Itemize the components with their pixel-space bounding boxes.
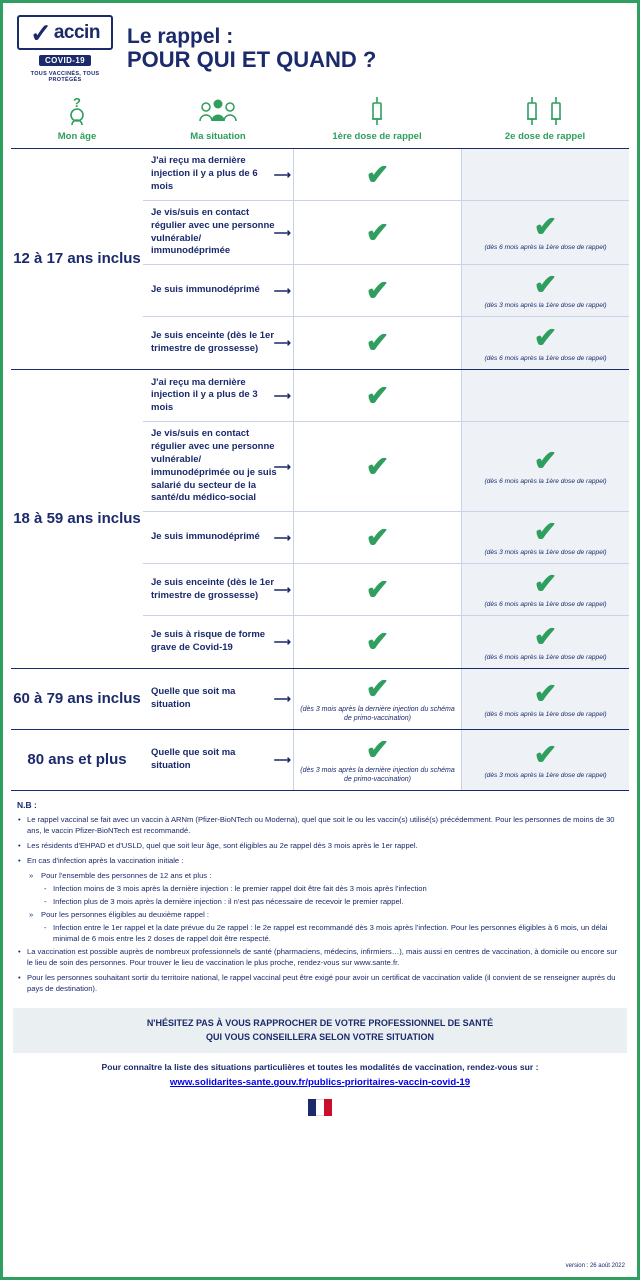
arrow-right-icon: ⟶ <box>273 530 291 545</box>
column-header-dose2-label: 2e dose de rappel <box>504 131 586 142</box>
situation-text: J'ai reçu ma dernière injection il y a plus de 3 mois <box>151 376 258 414</box>
check-icon: ✔ <box>365 216 390 248</box>
note-item: » Pour l'ensemble des personnes de 12 ans et plus : <box>29 870 623 881</box>
info-url-link[interactable]: www.solidarites-sante.gouv.fr/publics-prioritaires-vaccin-covid-19 <box>169 1077 471 1089</box>
age-group <box>11 669 629 730</box>
check-icon: ✔ <box>533 269 558 301</box>
dose2-cell <box>461 616 629 668</box>
check-icon: ✔ <box>533 677 558 709</box>
column-headers <box>3 89 637 148</box>
table-row <box>143 730 629 790</box>
dose1-cell <box>293 317 461 369</box>
vaccin-covid-logo <box>17 15 113 83</box>
situation-text: Quelle que soit ma situation <box>151 686 236 711</box>
check-logo-icon: ✓ <box>30 18 52 48</box>
check-icon: ✔ <box>533 516 558 547</box>
age-group-rows <box>143 149 629 369</box>
situation-cell <box>143 564 293 615</box>
dose2-cell <box>461 512 629 563</box>
note-item: • Pour les personnes souhaitant sortir du territoire national, le rappel vaccinal peut être exigé pour avoir un certificat de vaccination valide (il convient de se renseigner auprès du pays de destination). <box>17 972 623 994</box>
dose1-cell <box>293 265 461 316</box>
logo-covid-badge: COVID-19 <box>39 55 91 66</box>
check-icon: ✔ <box>533 211 558 242</box>
check-icon: ✔ <box>365 450 390 482</box>
table-row <box>143 317 629 369</box>
situation-cell <box>143 512 293 563</box>
table-row <box>143 370 629 422</box>
situation-cell <box>143 669 293 729</box>
title-line-1: Le rappel : <box>127 24 234 48</box>
dose2-note: (dès 3 mois après la 1ère dose de rappel) <box>484 549 607 556</box>
arrow-right-icon: ⟶ <box>273 459 291 474</box>
column-header-dose1-label: 1ère dose de rappel <box>332 131 422 142</box>
dose2-cell <box>461 265 629 316</box>
dose1-cell <box>293 512 461 563</box>
table-row <box>143 512 629 564</box>
dose2-note: (dès 3 mois après la 1ère dose de rappel) <box>484 771 607 779</box>
note-item: • Le rappel vaccinal se fait avec un vaccin à ARNm (Pfizer-BioNTech ou Moderna), quel que soit le ou les vaccin(s) utilisé(s) précédemment. Pour les personnes de moins de 30 ans, le vaccin Pfizer-BioNTech est recommandé. <box>17 814 623 836</box>
cta-line-2: QUI VOUS CONSEILLERA SELON VOTRE SITUATION <box>205 1031 434 1042</box>
double-syringe-icon <box>461 93 629 127</box>
situation-cell <box>143 370 293 421</box>
check-icon: ✔ <box>533 445 558 477</box>
column-header-situation <box>143 93 293 142</box>
check-icon: ✔ <box>365 733 390 765</box>
age-label: 80 ans et plus <box>27 751 127 769</box>
dose2-cell <box>461 564 629 615</box>
check-icon: ✔ <box>365 158 390 190</box>
dose2-cell <box>461 422 629 511</box>
arrow-right-icon: ⟶ <box>273 225 291 240</box>
age-group-rows <box>143 669 629 729</box>
table-row <box>143 669 629 729</box>
check-icon: ✔ <box>365 672 390 704</box>
title-line-2: POUR QUI ET QUAND ? <box>127 47 377 73</box>
people-group-icon <box>143 93 293 127</box>
age-group-rows <box>143 370 629 668</box>
dose1-cell <box>293 370 461 421</box>
situation-text: Je suis enceinte (dès le 1er trimestre de grossesse) <box>151 330 275 355</box>
age-label: 12 à 17 ans inclus <box>13 250 141 268</box>
check-icon: ✔ <box>533 738 558 770</box>
column-header-dose2 <box>461 93 629 142</box>
arrow-right-icon: ⟶ <box>273 692 291 707</box>
arrow-right-icon: ⟶ <box>273 283 291 298</box>
dose2-note: (dès 6 mois après la 1ère dose de rappel) <box>484 478 607 486</box>
marianne-logo <box>3 1099 637 1116</box>
check-icon: ✔ <box>365 274 390 306</box>
table-row <box>143 422 629 512</box>
eligibility-table <box>11 148 629 791</box>
table-row <box>143 564 629 616</box>
situation-cell <box>143 265 293 316</box>
page-title <box>127 25 376 73</box>
check-icon: ✔ <box>533 321 558 353</box>
cta-line-1: N'HÉSITEZ PAS À VOUS RAPPROCHER DE VOTRE PROFESSIONNEL DE SANTÉ <box>146 1018 494 1029</box>
footer-links <box>3 1053 637 1092</box>
dose2-note: (dès 3 mois après la 1ère dose de rappel) <box>484 302 607 310</box>
note-item: • Les résidents d'EHPAD et d'USLD, quel que soit leur âge, sont éligibles au 2e rappel dès 3 mois après le 1er rappel. <box>17 840 623 851</box>
situation-text: J'ai reçu ma dernière injection il y a plus de 6 mois <box>151 155 258 192</box>
age-group <box>11 370 629 669</box>
situation-text: Je suis immunodéprimé <box>151 531 260 543</box>
age-group <box>11 149 629 370</box>
check-icon: ✔ <box>365 327 390 359</box>
dose2-note: (dès 6 mois après la 1ère dose de rappel) <box>484 601 607 608</box>
table-row <box>143 201 629 265</box>
table-row <box>143 149 629 201</box>
dose2-cell <box>461 370 629 421</box>
column-header-situation-label: Ma situation <box>190 131 246 142</box>
check-icon: ✔ <box>365 379 390 411</box>
dose1-note: (dès 3 mois après la dernière injection du schéma de primo-vaccination) <box>300 766 455 783</box>
check-icon: ✔ <box>533 568 558 599</box>
arrow-right-icon: ⟶ <box>273 635 291 650</box>
dose2-note: (dès 6 mois après la 1ère dose de rappel) <box>484 244 607 251</box>
arrow-right-icon: ⟶ <box>273 388 291 403</box>
situation-text: Je suis enceinte (dès le 1er trimestre de grossesse) <box>151 576 275 601</box>
column-header-age-label: Mon âge <box>57 131 97 142</box>
dose2-cell <box>461 730 629 790</box>
dose1-cell <box>293 201 461 264</box>
note-item: - Infection moins de 3 mois après la dernière injection : le premier rappel doit être fait dès 3 mois après l'infection <box>43 883 623 894</box>
arrow-right-icon: ⟶ <box>273 753 291 768</box>
situation-cell <box>143 149 293 200</box>
situation-text: Je suis à risque de forme grave de Covid-19 <box>151 629 266 654</box>
dose2-cell <box>461 317 629 369</box>
situation-text: Je vis/suis en contact régulier avec une personne vulnérable/ immunodéprimée <box>151 207 275 257</box>
note-item: » Pour les personnes éligibles au deuxième rappel : <box>29 909 623 920</box>
table-row <box>143 616 629 668</box>
header <box>3 3 637 89</box>
dose2-note: (dès 6 mois après la 1ère dose de rappel) <box>484 354 607 362</box>
logo-wordmark: accin <box>53 22 100 43</box>
dose1-cell <box>293 730 461 790</box>
french-flag-icon <box>308 1099 332 1116</box>
notes-title: N.B : <box>17 800 37 811</box>
arrow-right-icon: ⟶ <box>273 167 291 182</box>
age-label: 18 à 59 ans inclus <box>13 510 141 528</box>
age-group <box>11 730 629 791</box>
table-row <box>143 265 629 317</box>
age-group-rows <box>143 730 629 790</box>
dose2-note: (dès 6 mois après la 1ère dose de rappel) <box>484 710 607 718</box>
note-item: - Infection plus de 3 mois après la dernière injection : il n'est pas nécessaire de recevoir le premier rappel. <box>43 896 623 907</box>
situation-cell <box>143 422 293 511</box>
flag-stripes <box>308 1099 332 1116</box>
situation-cell <box>143 201 293 264</box>
dose1-cell <box>293 422 461 511</box>
check-icon: ✔ <box>365 626 390 658</box>
syringe-icon <box>293 93 461 127</box>
svg-text:?: ? <box>73 95 81 110</box>
situation-cell <box>143 317 293 369</box>
version-label: version : 26 août 2022 <box>565 1263 625 1269</box>
check-icon: ✔ <box>533 620 558 652</box>
arrow-right-icon: ⟶ <box>273 582 291 597</box>
note-item: • La vaccination est possible auprès de nombreux professionnels de santé (pharmaciens, médecins, infirmiers…), mais aussi en centres de vaccination, à domicile ou encore sur le lieu de soin des personnes. Pour trouver le lieu de vaccination le plus proche, rendez-vous sur www.sante.fr. <box>17 946 623 968</box>
column-header-age <box>11 93 143 142</box>
check-icon: ✔ <box>365 521 390 553</box>
situation-text: Je vis/suis en contact régulier avec une personne vulnérable/ immunodéprimée ou je suis salarié du secteur de la santé/du médico-social <box>151 428 277 504</box>
situation-text: Quelle que soit ma situation <box>151 747 236 772</box>
dose2-note: (dès 6 mois après la 1ère dose de rappel) <box>484 653 607 661</box>
dose2-cell <box>461 201 629 264</box>
situation-cell <box>143 730 293 790</box>
check-icon: ✔ <box>365 573 390 605</box>
note-item: • En cas d'infection après la vaccination initiale : <box>17 855 623 866</box>
situation-text: Je suis immunodéprimé <box>151 284 260 296</box>
column-header-dose1 <box>293 93 461 142</box>
dose1-cell <box>293 149 461 200</box>
arrow-right-icon: ⟶ <box>273 336 291 351</box>
dose2-cell <box>461 669 629 729</box>
dose2-cell <box>461 149 629 200</box>
note-item: - Infection entre le 1er rappel et la date prévue du 2e rappel : le 2e rappel est recommandé dès 3 mois après l'infection. Pour les personnes éligibles à 6 mois, un délai minimal de 6 mois entre les 2 doses de rappel doit être respecté. <box>43 922 623 944</box>
cta-banner <box>13 1008 627 1053</box>
notes-section <box>3 791 637 1002</box>
dose1-cell <box>293 564 461 615</box>
logo-tagline: TOUS VACCINÉS, TOUS PROTÉGÉS <box>30 71 100 83</box>
logo-box <box>17 15 113 50</box>
dose1-note: (dès 3 mois après la dernière injection du schéma de primo-vaccination) <box>300 705 455 722</box>
person-question-icon <box>11 93 143 127</box>
dose1-cell <box>293 669 461 729</box>
dose1-cell <box>293 616 461 668</box>
age-label: 60 à 79 ans inclus <box>13 690 141 708</box>
footer-intro: Pour connaître la liste des situations particulières et toutes les modalités de vaccination, rendez-vous sur : <box>101 1062 539 1073</box>
situation-cell <box>143 616 293 668</box>
